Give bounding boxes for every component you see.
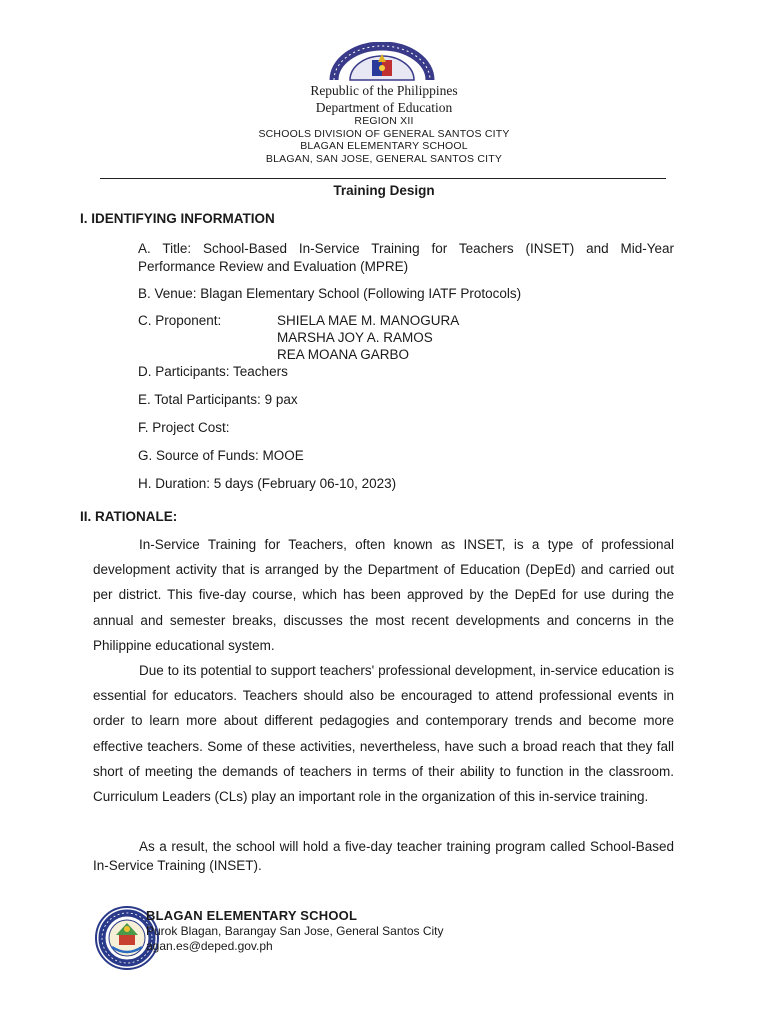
rationale-paragraph: Due to its potential to support teachers' professional development, in-service education is essential for educators. Teachers should also be encouraged to attend professional events in order to learn more about different pedagogies and contemporary trends and become more effective teachers. Some of these activities, nevertheless, have such a broad reach that they fall short of meeting the demands of teachers in terms of their ability to function in the classroom. Curriculum Leaders (CLs) play an important role in the organization of this in-service training. (93, 663, 674, 805)
header-divider (100, 178, 666, 179)
item-total-participants: E. Total Participants: 9 pax (138, 392, 298, 407)
item-project-cost: F. Project Cost: (138, 420, 230, 435)
header-department: Department of Education (315, 100, 453, 115)
header-division: SCHOOLS DIVISION OF GENERAL SANTOS CITY (258, 128, 510, 140)
item-proponent-label: C. Proponent: (138, 313, 222, 328)
header-address: BLAGAN, SAN JOSE, GENERAL SANTOS CITY (265, 153, 503, 165)
section-heading-identifying: I. IDENTIFYING INFORMATION (80, 211, 275, 226)
item-venue: B. Venue: Blagan Elementary School (Following IATF Protocols) (138, 286, 522, 301)
header-region: REGION XII (354, 115, 414, 127)
footer-school-name: BLAGAN ELEMENTARY SCHOOL (146, 908, 358, 923)
header-country: Republic of the Philippines (310, 83, 458, 98)
footer-address: Purok Blagan, Barangay San Jose, General Santos City (146, 924, 444, 938)
item-source-of-funds: G. Source of Funds: MOOE (138, 448, 304, 463)
item-duration: H. Duration: 5 days (February 06-10, 2023) (138, 476, 397, 491)
item-participants: D. Participants: Teachers (138, 364, 288, 379)
proponent-name: MARSHA JOY A. RAMOS (277, 330, 433, 345)
document-title: Training Design (333, 183, 435, 198)
section-heading-rationale: II. RATIONALE: (80, 509, 178, 524)
proponent-name: SHIELA MAE M. MANOGURA (277, 313, 460, 328)
item-title: A. Title: School-Based In-Service Training for Teachers (INSET) and Mid-Year Performance Review and Evaluation (MPRE) (138, 241, 674, 274)
header-school: BLAGAN ELEMENTARY SCHOOL (300, 140, 468, 152)
proponent-name: REA MOANA GARBO (277, 347, 410, 362)
rationale-paragraph: In-Service Training for Teachers, often known as INSET, is a type of professional development activity that is arranged by the Department of Education (DepEd) and carried out per district. This five-day course, which has been approved by the DepEd for use during the annual and semester breaks, discusses the most recent developments and concerns in the Philippine educational system. (93, 537, 674, 653)
footer-email: agan.es@deped.gov.ph (146, 939, 273, 953)
rationale-paragraph: As a result, the school will hold a five-day teacher training program called School-Based In-Service Training (INSET). (93, 839, 674, 873)
deped-seal-icon (328, 42, 436, 82)
